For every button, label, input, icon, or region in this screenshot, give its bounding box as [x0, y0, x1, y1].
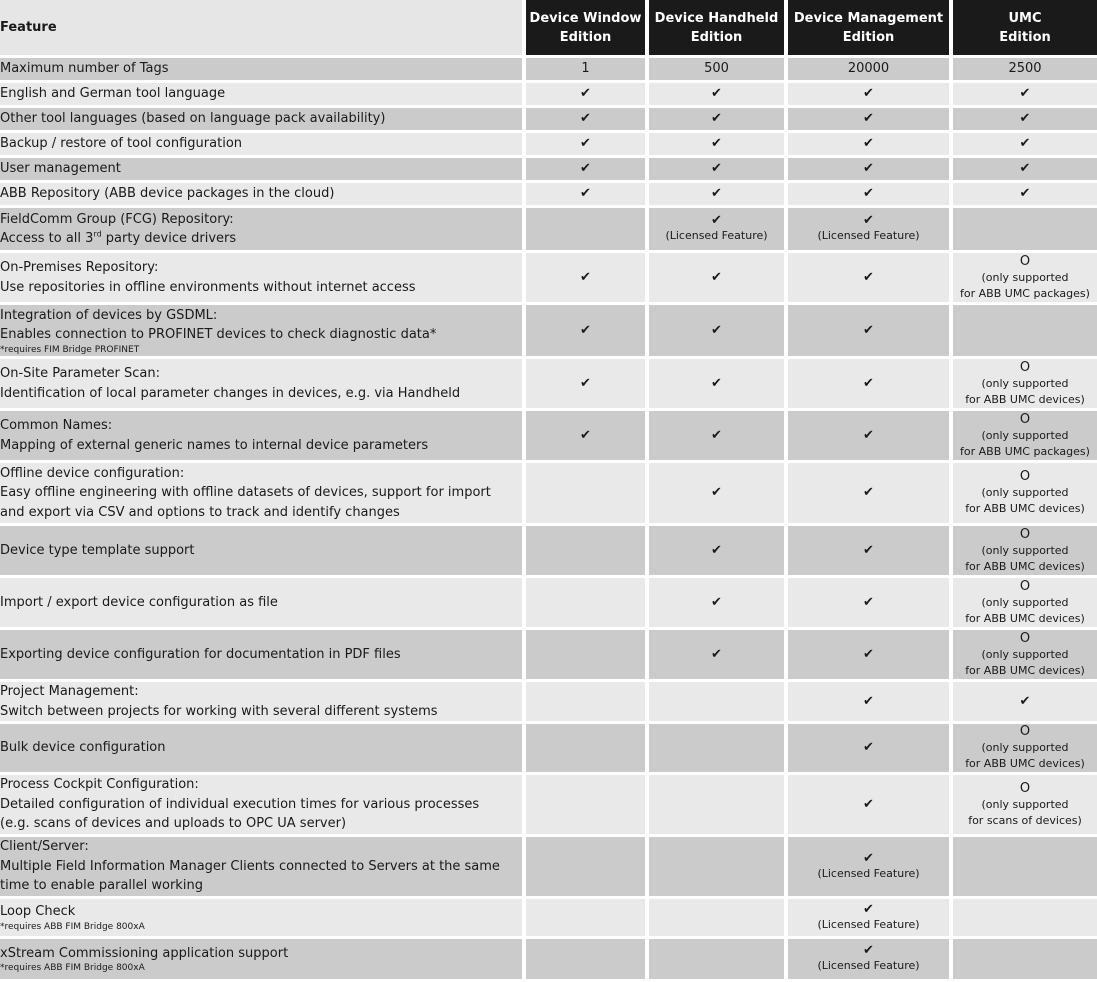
feature-text: time to enable parallel working — [0, 878, 203, 894]
edition-value-cell — [788, 133, 953, 158]
check-icon: ✔ — [1019, 161, 1031, 176]
feature-text: Identification of local parameter changes in devices, e.g. via Handheld — [0, 385, 461, 401]
edition-name: Device Window — [529, 10, 642, 26]
ordinal-suffix: rd — [93, 229, 102, 239]
feature-footnote: *requires ABB FIM Bridge 800xA — [0, 963, 145, 974]
edition-value-cell — [526, 630, 649, 682]
feature-cell — [0, 359, 526, 411]
edition-value-cell — [953, 630, 1097, 682]
edition-header-device-handheld — [649, 0, 788, 58]
edition-value-cell — [649, 837, 788, 899]
edition-value-cell — [526, 775, 649, 837]
edition-value-cell — [649, 899, 788, 939]
feature-cell — [0, 208, 526, 253]
check-icon: ✔ — [863, 269, 874, 285]
table-row — [0, 463, 1097, 526]
check-icon: ✔ — [580, 186, 591, 201]
support-note: (only supported — [981, 543, 1069, 557]
check-icon: ✔ — [863, 796, 874, 812]
check-icon: ✔ — [580, 427, 591, 443]
feature-text: On-Site Parameter Scan: — [0, 366, 161, 381]
check-icon: ✔ — [863, 136, 874, 151]
feature-text: Process Cockpit Configuration: — [0, 777, 199, 793]
check-icon: ✔ — [863, 161, 874, 176]
edition-value-cell — [788, 108, 953, 133]
edition-value-cell — [526, 83, 649, 108]
check-icon: ✔ — [1019, 693, 1031, 709]
feature-text: xStream Commissioning application support — [0, 945, 289, 961]
feature-cell — [0, 108, 526, 133]
table-row — [0, 899, 1097, 939]
edition-value-cell — [649, 724, 788, 775]
support-note: (only supported — [981, 595, 1069, 609]
table-row — [0, 58, 1097, 83]
feature-cell — [0, 183, 526, 208]
edition-value-cell — [649, 58, 788, 83]
edition-value-cell — [526, 183, 649, 208]
check-icon: ✔ — [711, 375, 722, 391]
edition-value-cell — [953, 939, 1097, 982]
edition-value-cell — [788, 83, 953, 108]
edition-value-cell — [526, 58, 649, 83]
edition-value-cell — [953, 133, 1097, 158]
edition-value-cell — [953, 208, 1097, 253]
edition-value-cell — [953, 253, 1097, 305]
support-note: (Licensed Feature) — [817, 959, 920, 972]
edition-suffix: Edition — [559, 29, 612, 45]
feature-text: Bulk device configuration — [0, 740, 166, 756]
edition-value-cell — [953, 183, 1097, 208]
check-icon: ✔ — [711, 269, 722, 285]
feature-text: Client/Server: — [0, 839, 89, 855]
edition-name: Device Management — [793, 10, 944, 26]
edition-value-cell — [788, 208, 953, 253]
edition-value-cell — [788, 526, 953, 578]
support-note: (only supported — [981, 486, 1069, 499]
edition-value-cell — [526, 578, 649, 630]
edition-value-cell — [788, 724, 953, 775]
feature-text: Device type template support — [0, 542, 195, 558]
table-row — [0, 775, 1097, 837]
check-icon: ✔ — [711, 646, 722, 662]
feature-text: (e.g. scans of devices and uploads to OPC UA server) — [0, 816, 347, 832]
edition-name: UMC — [1008, 10, 1042, 26]
edition-value-cell — [526, 108, 649, 133]
edition-value-cell — [526, 359, 649, 411]
header-row — [0, 0, 1097, 58]
edition-header-umc — [953, 0, 1097, 58]
check-icon: ✔ — [863, 693, 874, 709]
circle-icon: O — [1019, 578, 1031, 594]
feature-text: Maximum number of Tags — [0, 61, 169, 77]
check-icon: ✔ — [711, 542, 722, 558]
check-icon: ✔ — [863, 427, 874, 443]
edition-value-cell — [649, 108, 788, 133]
edition-value-cell — [953, 837, 1097, 899]
feature-text: English and German tool language — [0, 86, 226, 102]
circle-icon: O — [1019, 253, 1031, 269]
edition-value-cell — [649, 305, 788, 359]
feature-text: Offline device configuration: — [0, 465, 185, 481]
edition-value-cell — [649, 463, 788, 526]
edition-value-cell — [953, 463, 1097, 526]
edition-value-cell — [953, 108, 1097, 133]
edition-value-cell — [526, 463, 649, 526]
edition-value-cell — [526, 724, 649, 775]
feature-cell — [0, 253, 526, 305]
edition-value-cell — [788, 305, 953, 359]
edition-value-cell — [788, 58, 953, 83]
support-note: (only supported — [981, 270, 1069, 284]
edition-value-cell — [788, 837, 953, 899]
circle-icon: O — [1019, 526, 1031, 542]
feature-footnote: *requires ABB FIM Bridge 800xA — [0, 921, 145, 932]
edition-value-cell — [526, 837, 649, 899]
feature-cell — [0, 158, 526, 183]
check-icon: ✔ — [863, 594, 874, 610]
edition-value-cell — [953, 526, 1097, 578]
edition-value-cell — [788, 682, 953, 724]
edition-value-cell — [649, 630, 788, 682]
edition-value-cell — [526, 526, 649, 578]
feature-cell — [0, 133, 526, 158]
support-note: (only supported — [981, 647, 1069, 661]
check-icon: ✔ — [580, 136, 591, 151]
circle-icon: O — [1019, 724, 1031, 739]
edition-value-cell — [953, 305, 1097, 359]
edition-value-cell — [526, 939, 649, 982]
table-row — [0, 526, 1097, 578]
edition-value-cell — [953, 58, 1097, 83]
feature-column-header — [0, 0, 526, 58]
table-row — [0, 158, 1097, 183]
check-icon: ✔ — [863, 542, 874, 558]
check-icon: ✔ — [580, 111, 591, 126]
feature-text: Import / export device configuration as file — [0, 594, 278, 610]
check-icon: ✔ — [711, 594, 722, 610]
table-row — [0, 133, 1097, 158]
edition-value-cell — [649, 253, 788, 305]
feature-text: Other tool languages (based on language pack availability) — [0, 111, 386, 127]
edition-value-cell — [788, 939, 953, 982]
check-icon: ✔ — [711, 485, 722, 500]
table-row — [0, 305, 1097, 359]
edition-value-cell — [788, 630, 953, 682]
edition-header-device-window — [526, 0, 649, 58]
feature-cell — [0, 630, 526, 682]
edition-value-cell — [649, 83, 788, 108]
support-note: for scans of devices) — [968, 813, 1082, 827]
support-note: (only supported — [981, 428, 1069, 442]
edition-value-cell — [953, 158, 1097, 183]
edition-value-cell — [526, 253, 649, 305]
check-icon: ✔ — [580, 322, 591, 338]
feature-cell — [0, 775, 526, 837]
table-row — [0, 837, 1097, 899]
check-icon: ✔ — [1019, 186, 1031, 201]
check-icon: ✔ — [863, 213, 874, 228]
check-icon: ✔ — [863, 850, 874, 866]
support-note: for ABB UMC devices) — [965, 663, 1085, 677]
feature-cell — [0, 83, 526, 108]
check-icon: ✔ — [863, 86, 874, 101]
check-icon: ✔ — [711, 213, 722, 228]
edition-value-cell — [526, 305, 649, 359]
feature-cell — [0, 411, 526, 463]
value-text: 20000 — [847, 61, 890, 76]
table-row — [0, 253, 1097, 305]
feature-cell — [0, 305, 526, 359]
check-icon: ✔ — [711, 111, 722, 126]
edition-value-cell — [953, 682, 1097, 724]
edition-value-cell — [526, 133, 649, 158]
feature-cell — [0, 526, 526, 578]
edition-value-cell — [526, 682, 649, 724]
table-row — [0, 359, 1097, 411]
edition-value-cell — [953, 359, 1097, 411]
circle-icon: O — [1019, 411, 1031, 427]
check-icon: ✔ — [580, 269, 591, 285]
support-note: (Licensed Feature) — [817, 229, 920, 242]
check-icon: ✔ — [580, 161, 591, 176]
edition-value-cell — [649, 411, 788, 463]
check-icon: ✔ — [863, 375, 874, 391]
feature-cell — [0, 578, 526, 630]
check-icon: ✔ — [1019, 111, 1031, 126]
edition-value-cell — [649, 183, 788, 208]
table-row — [0, 108, 1097, 133]
value-text: 2500 — [1008, 61, 1042, 76]
circle-icon: O — [1019, 780, 1031, 796]
check-icon: ✔ — [1019, 86, 1031, 101]
edition-value-cell — [526, 158, 649, 183]
check-icon: ✔ — [863, 111, 874, 126]
check-icon: ✔ — [863, 322, 874, 338]
edition-value-cell — [953, 411, 1097, 463]
support-note: for ABB UMC devices) — [965, 392, 1085, 406]
edition-value-cell — [649, 775, 788, 837]
feature-cell — [0, 724, 526, 775]
feature-text: On-Premises Repository: — [0, 260, 159, 275]
edition-value-cell — [526, 899, 649, 939]
feature-text: Loop Check — [0, 904, 76, 920]
edition-value-cell — [788, 775, 953, 837]
feature-text: Use repositories in offline environments without internet access — [0, 279, 416, 295]
support-note: for ABB UMC devices) — [965, 502, 1085, 515]
feature-text: Multiple Field Information Manager Clients connected to Servers at the same — [0, 858, 500, 874]
edition-value-cell — [788, 578, 953, 630]
check-icon: ✔ — [580, 375, 591, 391]
support-note: (Licensed Feature) — [665, 229, 768, 242]
check-icon: ✔ — [711, 427, 722, 443]
check-icon: ✔ — [863, 485, 874, 500]
edition-value-cell — [649, 578, 788, 630]
feature-text: Easy offline engineering with offline datasets of devices, support for import — [0, 485, 491, 501]
feature-cell — [0, 837, 526, 899]
edition-value-cell — [953, 578, 1097, 630]
edition-value-cell — [788, 253, 953, 305]
edition-value-cell — [526, 411, 649, 463]
edition-suffix: Edition — [999, 29, 1051, 45]
feature-text: Backup / restore of tool configuration — [0, 136, 243, 152]
edition-value-cell — [788, 463, 953, 526]
table-row — [0, 208, 1097, 253]
circle-icon: O — [1019, 469, 1031, 484]
table-row — [0, 682, 1097, 724]
check-icon: ✔ — [711, 161, 722, 176]
check-icon: ✔ — [711, 322, 722, 338]
value-text: 1 — [581, 61, 590, 76]
support-note: (Licensed Feature) — [817, 866, 920, 880]
feature-text: Integration of devices by GSDML: — [0, 307, 218, 323]
edition-value-cell — [649, 158, 788, 183]
edition-value-cell — [649, 682, 788, 724]
feature-cell — [0, 899, 526, 939]
table-row — [0, 411, 1097, 463]
check-icon: ✔ — [711, 86, 722, 101]
check-icon: ✔ — [863, 740, 874, 755]
feature-cell — [0, 939, 526, 982]
edition-value-cell — [649, 208, 788, 253]
feature-text: Project Management: — [0, 684, 139, 699]
edition-value-cell — [788, 411, 953, 463]
feature-table-body — [0, 58, 1097, 982]
feature-text: User management — [0, 161, 121, 177]
edition-value-cell — [788, 359, 953, 411]
feature-text: ABB Repository (ABB device packages in the cloud) — [0, 186, 335, 202]
edition-value-cell — [526, 208, 649, 253]
table-row — [0, 183, 1097, 208]
value-text: 500 — [704, 61, 729, 76]
edition-value-cell — [649, 939, 788, 982]
check-icon: ✔ — [863, 943, 874, 958]
feature-header-label: Feature — [0, 20, 57, 35]
table-row — [0, 630, 1097, 682]
feature-footnote: *requires FIM Bridge PROFINET — [0, 344, 140, 355]
check-icon: ✔ — [1019, 136, 1031, 151]
feature-cell — [0, 463, 526, 526]
support-note: for ABB UMC devices) — [965, 757, 1085, 770]
support-note: (Licensed Feature) — [817, 917, 920, 931]
feature-text: Mapping of external generic names to internal device parameters — [0, 437, 429, 453]
feature-cell — [0, 58, 526, 83]
table-row — [0, 939, 1097, 982]
support-note: (only supported — [981, 741, 1069, 754]
edition-value-cell — [788, 158, 953, 183]
check-icon: ✔ — [711, 186, 722, 201]
support-note: for ABB UMC packages) — [960, 444, 1090, 458]
edition-name: Device Handheld — [654, 10, 779, 26]
edition-value-cell — [649, 359, 788, 411]
edition-value-cell — [953, 83, 1097, 108]
check-icon: ✔ — [863, 646, 874, 662]
support-note: (only supported — [981, 376, 1069, 390]
feature-text: Exporting device configuration for documentation in PDF files — [0, 646, 401, 662]
edition-suffix: Edition — [690, 29, 743, 45]
table-row — [0, 83, 1097, 108]
edition-value-cell — [953, 775, 1097, 837]
edition-value-cell — [649, 526, 788, 578]
table-row — [0, 578, 1097, 630]
edition-value-cell — [953, 899, 1097, 939]
check-icon: ✔ — [863, 901, 874, 917]
feature-text: and export via CSV and options to track and identify changes — [0, 504, 400, 520]
check-icon: ✔ — [580, 86, 591, 101]
feature-text: Common Names: — [0, 418, 113, 433]
feature-text: Switch between projects for working with several different systems — [0, 703, 438, 719]
edition-value-cell — [788, 899, 953, 939]
feature-text: FieldComm Group (FCG) Repository: — [0, 211, 234, 227]
edition-suffix: Edition — [842, 29, 895, 45]
support-note: (only supported — [981, 797, 1069, 811]
edition-value-cell — [953, 724, 1097, 775]
circle-icon: O — [1019, 359, 1031, 375]
edition-value-cell — [788, 183, 953, 208]
support-note: for ABB UMC devices) — [965, 611, 1085, 625]
circle-icon: O — [1019, 630, 1031, 646]
support-note: for ABB UMC devices) — [965, 559, 1085, 573]
feature-text: Access to all 3rd party device drivers — [0, 229, 237, 246]
edition-header-device-management — [788, 0, 953, 58]
edition-value-cell — [649, 133, 788, 158]
feature-text: Detailed configuration of individual execution times for various processes — [0, 796, 480, 812]
check-icon: ✔ — [863, 186, 874, 201]
check-icon: ✔ — [711, 136, 722, 151]
table-row — [0, 724, 1097, 775]
support-note: for ABB UMC packages) — [960, 286, 1090, 300]
feature-cell — [0, 682, 526, 724]
feature-text: Enables connection to PROFINET devices to check diagnostic data* — [0, 327, 437, 342]
